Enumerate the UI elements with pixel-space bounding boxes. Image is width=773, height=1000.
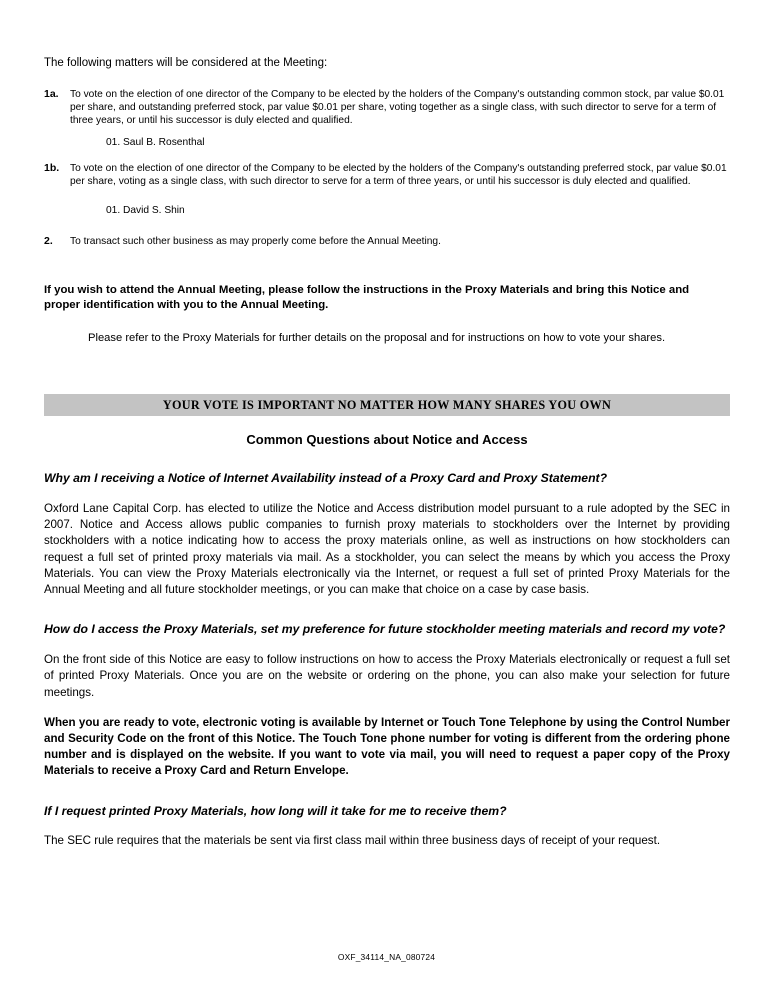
matter-number: 1b. <box>44 161 60 174</box>
answer-2: On the front side of this Notice are easy to follow instructions on how to access the Proxy Materials electronically or request a full set of printed Proxy Materials. Once you are on the website or ordering on the phone, you can also make your selection for future meetings. <box>44 653 730 699</box>
question-3: If I request printed Proxy Materials, how long will it take for me to receive them? <box>44 803 507 818</box>
matter-text: To transact such other business as may properly come before the Annual Meeting. <box>70 236 441 248</box>
matter-item-1b <box>44 162 730 189</box>
matter-item-1a <box>44 88 730 128</box>
document-footer-code: OXF_34114_NA_080724 <box>337 952 436 962</box>
question-2: How do I access the Proxy Materials, set my preference for future stockholder meeting materials and record my vote? <box>44 622 726 637</box>
matter-number: 1a. <box>44 87 59 100</box>
common-questions-title: Common Questions about Notice and Access <box>246 432 528 448</box>
document-content <box>44 56 730 850</box>
intro-line: The following matters will be considered at the Meeting: <box>44 57 328 69</box>
answer-2-continued: When you are ready to vote, electronic voting is available by Internet or Touch Tone Telephone by using the Control Number and Security Code on the front of this Notice. The Touch Tone phone number for voting is different from the ordering phone number and is displayed on the website. If you want to vote via mail, you will need to request a paper copy of the Proxy Materials to receive a Proxy Card and Return Envelope. <box>44 715 730 778</box>
nominee-1a: 01. Saul B. Rosenthal <box>106 137 205 149</box>
matter-number: 2. <box>44 235 53 248</box>
matter-text: To vote on the election of one director of the Company to be elected by the holders of the Company's outstanding common stock, par value $0.01 per share, and outstanding preferred stock, par value $0.01 per share, voting together as a single class, with such director to serve for a term of three years, or until his successor is duly elected and qualified. <box>70 88 725 127</box>
matter-item-2 <box>44 235 730 248</box>
answer-3: The SEC rule requires that the materials be sent via first class mail within three business days of receipt of your request. <box>44 834 661 848</box>
answer-1: Oxford Lane Capital Corp. has elected to utilize the Notice and Access distribution model pursuant to a rule adopted by the SEC in 2007. Notice and Access allows public companies to furnish proxy materials to stockholders over the Internet by providing stockholders with a notice indicating how to access the proxy materials online, as well as instructions on how stockholders can request a full set of printed proxy materials via mail. As a stockholder, you can select the means by which you access the Proxy Materials. You can view the Proxy Materials electronically via the Internet, or request a full set of printed Proxy Materials for the Annual Meeting and all future stockholder meetings, or you can make that choice on a case by case basis. <box>44 501 730 597</box>
refer-to-proxy-note: Please refer to the Proxy Materials for further details on the proposal and for instructions on how to vote your shares. <box>88 331 666 344</box>
nominee-1b: 01. David S. Shin <box>106 205 185 217</box>
attend-meeting-note: If you wish to attend the Annual Meeting, please follow the instructions in the Proxy Materials and bring this Notice and proper identification with you to the Annual Meeting. <box>44 283 690 312</box>
vote-important-banner: YOUR VOTE IS IMPORTANT NO MATTER HOW MANY SHARES YOU OWN <box>44 394 730 416</box>
matter-text: To vote on the election of one director of the Company to be elected by the holders of the Company's outstanding preferred stock, par value $0.01 per share, voting as a single class, with such director to serve for a term of three years, or until his successor is duly elected and qualified. <box>70 162 727 187</box>
question-1: Why am I receiving a Notice of Internet Availability instead of a Proxy Card and Proxy Statement? <box>44 471 608 486</box>
